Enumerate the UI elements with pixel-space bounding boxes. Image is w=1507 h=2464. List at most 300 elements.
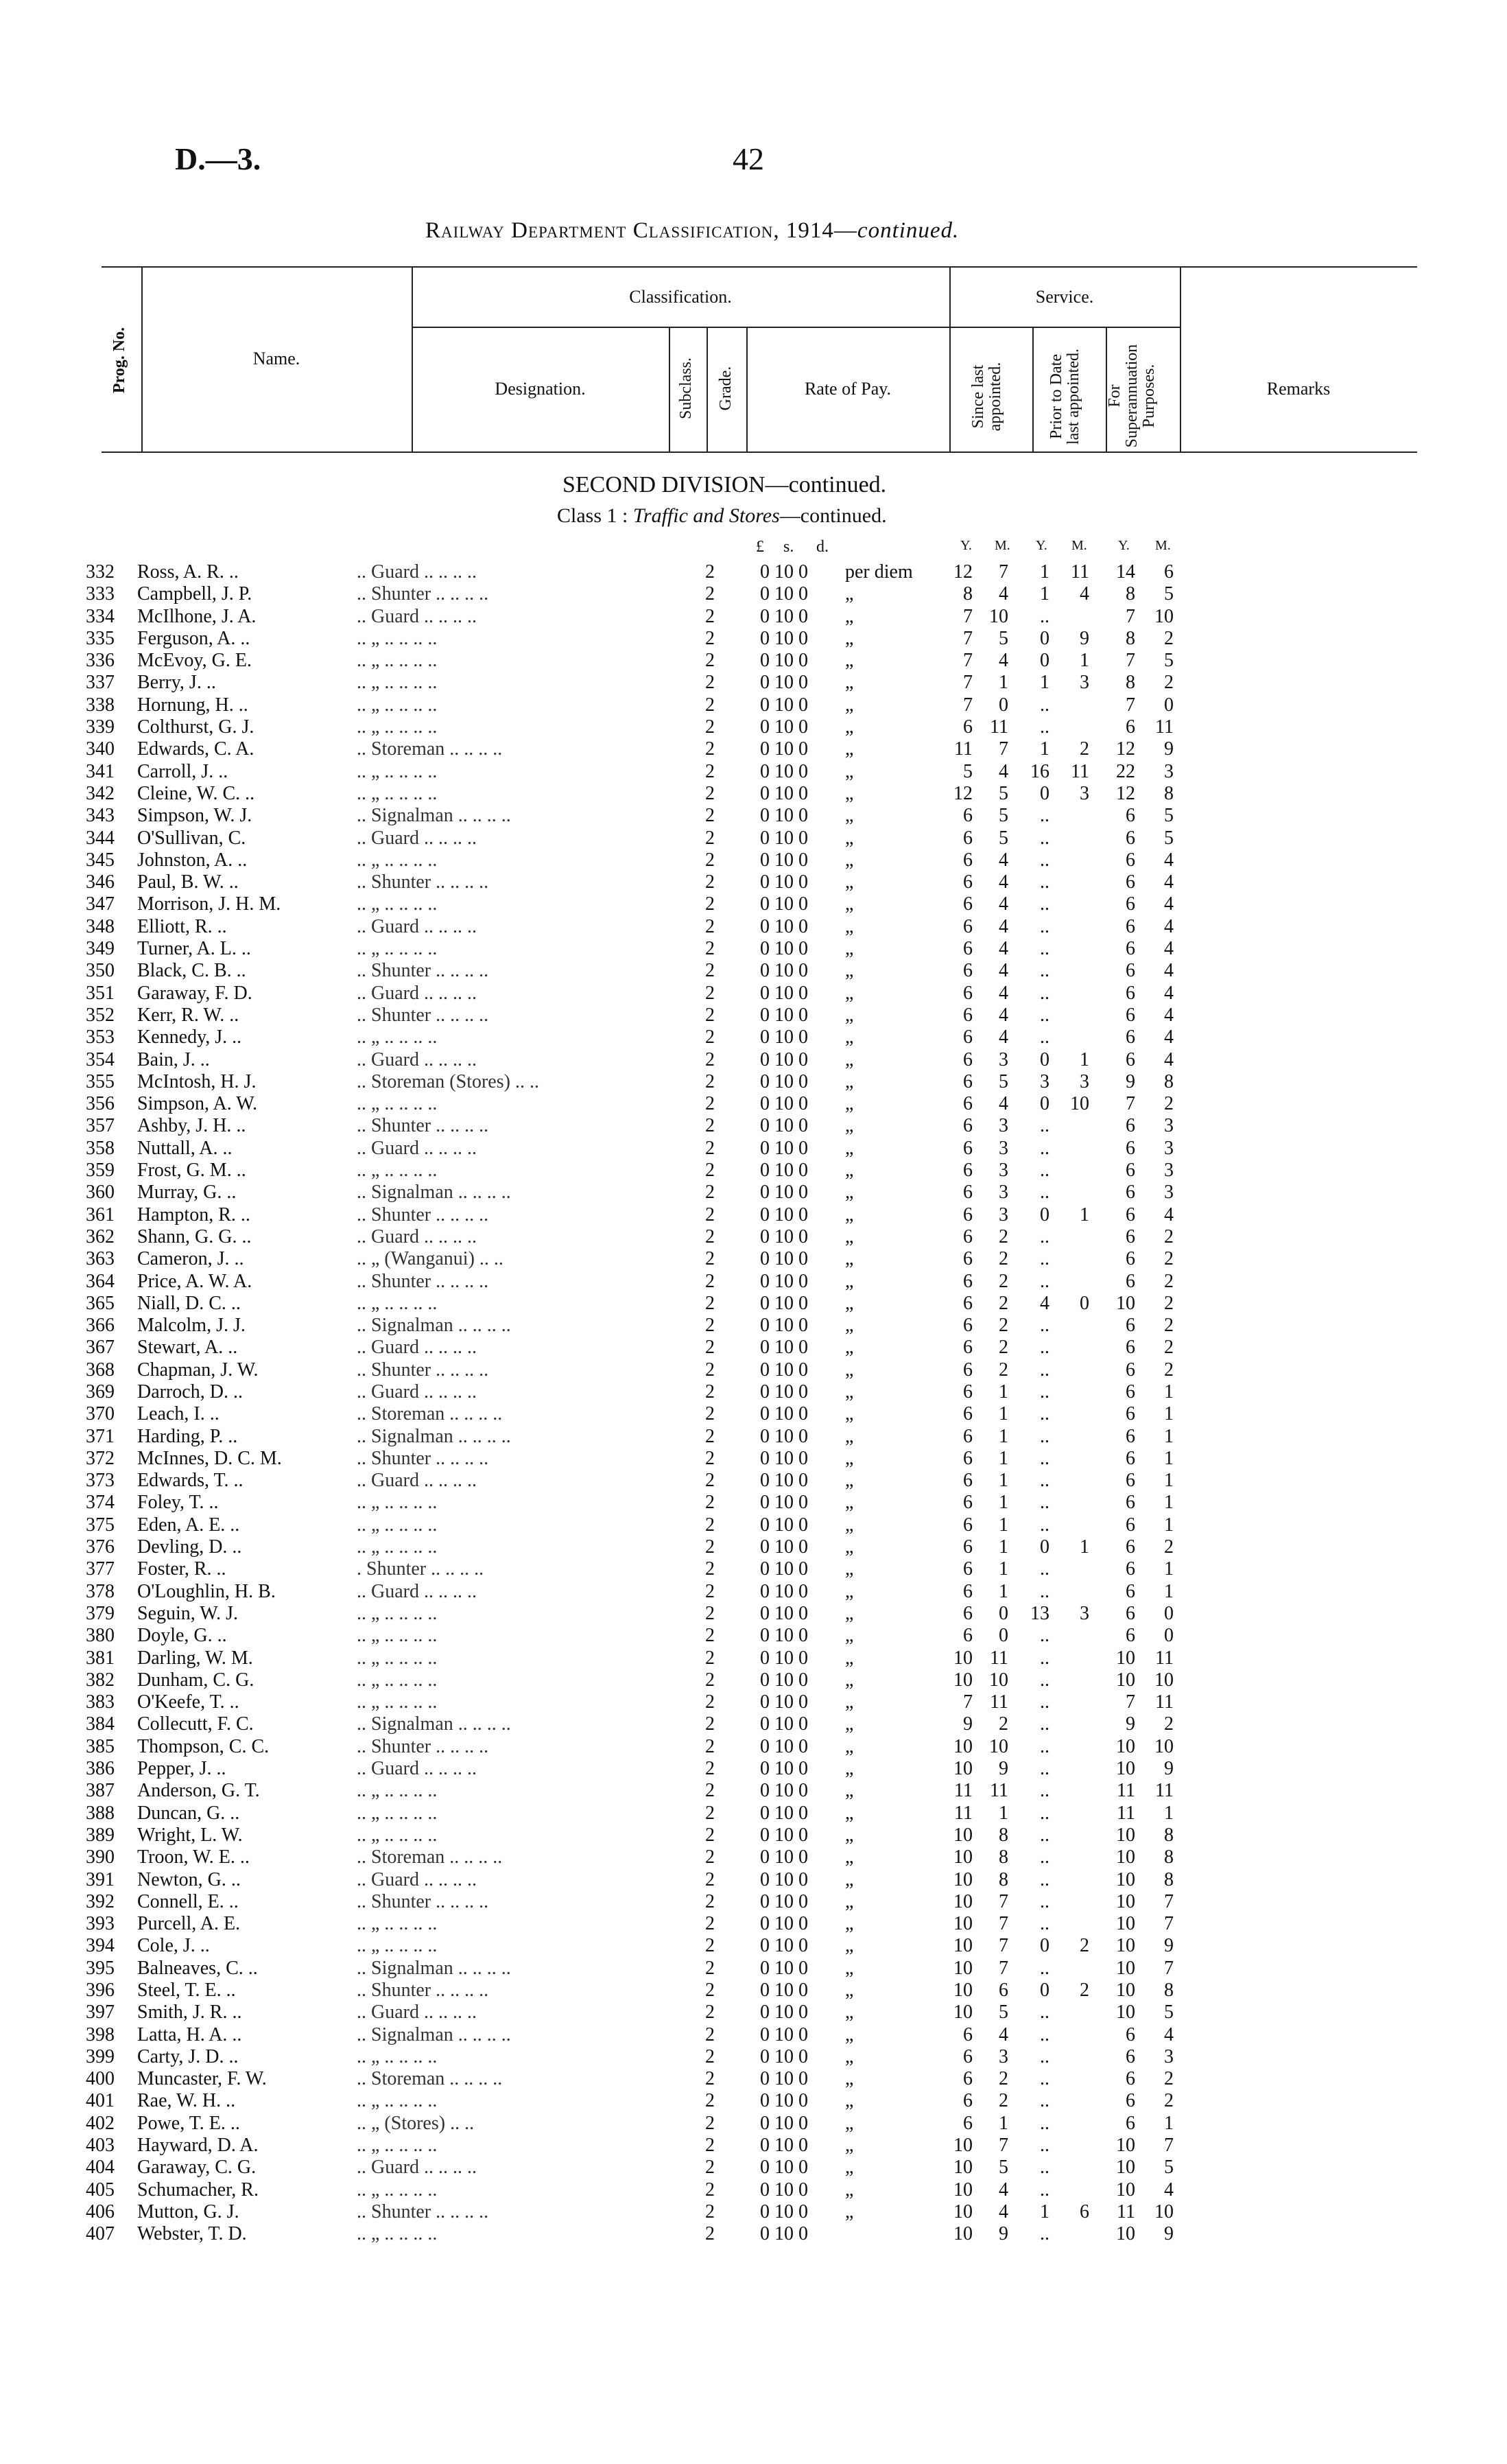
designation: .. „ .. .. .. .. (357, 1514, 438, 1536)
table-row (0, 983, 1507, 1005)
since-years: 6 (963, 893, 973, 915)
super-months: 4 (1164, 893, 1174, 915)
prior-months: 2 (1080, 1980, 1089, 2001)
employee-name: Carroll, J. .. (137, 760, 228, 782)
pay-unit: „ (845, 1381, 854, 1403)
rate-of-pay: 0 10 0 (760, 1558, 808, 1580)
since-years: 10 (953, 2002, 973, 2023)
designation: .. „ .. .. .. .. (357, 627, 438, 649)
grade: 2 (705, 1337, 715, 1359)
pay-unit: „ (845, 2068, 854, 2090)
grade: 2 (705, 2023, 715, 2045)
table-row (0, 1248, 1507, 1270)
employee-name: Smith, J. R. .. (137, 2002, 242, 2023)
prior-months: 3 (1080, 1602, 1089, 1624)
pay-unit: „ (845, 2179, 854, 2201)
prog-no: 343 (86, 805, 115, 827)
super-years: 6 (1126, 982, 1135, 1004)
header-name: Name. (252, 349, 300, 368)
prog-no: 396 (86, 1980, 115, 2001)
employee-name: Duncan, G. .. (137, 1802, 240, 1824)
super-years: 6 (1126, 1248, 1135, 1270)
employee-name: Darroch, D. .. (137, 1381, 243, 1403)
since-months: 4 (999, 1093, 1008, 1115)
grade: 2 (705, 1204, 715, 1225)
since-years: 8 (963, 583, 973, 605)
grade: 2 (705, 2002, 715, 2023)
super-months: 9 (1164, 1758, 1174, 1780)
pay-unit: „ (845, 1315, 854, 1337)
prog-no: 344 (86, 827, 115, 849)
rate-of-pay: 0 10 0 (760, 1669, 808, 1691)
super-years: 6 (1126, 1492, 1135, 1514)
prior-years: 0 (1040, 1204, 1049, 1225)
super-years: 10 (1116, 1890, 1135, 1912)
super-years: 7 (1126, 1093, 1135, 1115)
rate-of-pay: 0 10 0 (760, 1070, 808, 1092)
table-row (0, 1803, 1507, 1824)
employee-name: Shann, G. G. .. (137, 1225, 252, 1247)
header-classification: Classification. (629, 287, 732, 307)
pay-unit: „ (845, 694, 854, 716)
employee-name: O'Keefe, T. .. (137, 1691, 239, 1713)
since-years: 10 (953, 1846, 973, 1868)
prior-years: .. (1040, 893, 1049, 915)
pay-unit: „ (845, 1270, 854, 1292)
since-years: 7 (963, 650, 973, 672)
rate-of-pay: 0 10 0 (760, 1004, 808, 1026)
since-years: 6 (963, 1225, 973, 1247)
employee-name: Pepper, J. .. (137, 1758, 226, 1780)
super-months: 11 (1155, 1780, 1174, 1802)
designation: .. Guard .. .. .. .. (357, 1225, 477, 1247)
designation: .. „ .. .. .. .. (357, 2223, 438, 2245)
employee-name: Berry, J. .. (137, 672, 216, 694)
table-row (0, 672, 1507, 694)
since-years: 6 (963, 1425, 973, 1447)
super-months: 2 (1164, 1359, 1174, 1381)
prog-no: 401 (86, 2090, 115, 2112)
since-months: 2 (999, 1225, 1008, 1247)
designation: .. „ .. .. .. .. (357, 1824, 438, 1846)
super-months: 5 (1164, 650, 1174, 672)
unit-years-3: Y. (1118, 538, 1130, 553)
since-years: 6 (963, 1115, 973, 1137)
rate-of-pay: 0 10 0 (760, 1359, 808, 1381)
super-years: 6 (1126, 960, 1135, 982)
prog-no: 398 (86, 2023, 115, 2045)
class-label: Class 1 : (557, 504, 628, 527)
since-years: 6 (963, 915, 973, 937)
super-months: 2 (1164, 1337, 1174, 1359)
employee-name: McIlhone, J. A. (137, 605, 257, 627)
rate-of-pay: 0 10 0 (760, 1868, 808, 1890)
super-years: 6 (1126, 1381, 1135, 1403)
since-years: 10 (953, 1735, 973, 1757)
employee-name: Murray, G. .. (137, 1182, 237, 1204)
rate-of-pay: 0 10 0 (760, 1913, 808, 1935)
prior-months: 6 (1080, 2201, 1089, 2222)
since-years: 6 (963, 1026, 973, 1048)
since-months: 8 (999, 1824, 1008, 1846)
table-row (0, 1536, 1507, 1558)
designation: .. Guard .. .. .. .. (357, 1137, 477, 1159)
since-years: 6 (963, 1070, 973, 1092)
prog-no: 356 (86, 1093, 115, 1115)
prior-years: .. (1040, 1248, 1049, 1270)
class-heading (557, 504, 887, 528)
since-months: 1 (999, 1492, 1008, 1514)
since-years: 11 (954, 1802, 973, 1824)
prog-no: 369 (86, 1381, 115, 1403)
since-years: 12 (953, 561, 973, 583)
employee-name: Schumacher, R. (137, 2179, 259, 2201)
super-years: 11 (1117, 1780, 1135, 1802)
designation: .. Signalman .. .. .. .. (357, 805, 511, 827)
pay-unit: „ (845, 650, 854, 672)
prog-no: 353 (86, 1026, 115, 1048)
grade: 2 (705, 760, 715, 782)
page-reference: D.—3. (175, 141, 261, 176)
rate-of-pay: 0 10 0 (760, 1270, 808, 1292)
since-years: 6 (963, 1004, 973, 1026)
employee-name: Campbell, J. P. (137, 583, 252, 605)
pay-unit: „ (845, 1204, 854, 1225)
pay-unit: „ (845, 1558, 854, 1580)
prior-years: .. (1040, 2179, 1049, 2201)
since-months: 7 (999, 738, 1008, 760)
super-months: 1 (1164, 1492, 1174, 1514)
designation: .. Guard .. .. .. .. (357, 827, 477, 849)
employee-name: Steel, T. E. .. (137, 1980, 236, 2001)
super-months: 2 (1164, 2068, 1174, 2090)
since-months: 4 (999, 871, 1008, 893)
super-years: 14 (1116, 561, 1135, 583)
pay-unit: „ (845, 1868, 854, 1890)
prog-no: 386 (86, 1758, 115, 1780)
prog-no: 337 (86, 672, 115, 694)
since-months: 11 (990, 716, 1008, 738)
rate-of-pay: 0 10 0 (760, 583, 808, 605)
since-years: 6 (963, 827, 973, 849)
designation: .. „ .. .. .. .. (357, 1492, 438, 1514)
designation: .. „ .. .. .. .. (357, 650, 438, 672)
since-years: 6 (963, 871, 973, 893)
prog-no: 368 (86, 1359, 115, 1381)
super-months: 9 (1164, 2223, 1174, 2245)
grade: 2 (705, 1890, 715, 1912)
pay-unit: „ (845, 1225, 854, 1247)
grade: 2 (705, 871, 715, 893)
rate-of-pay: 0 10 0 (760, 672, 808, 694)
super-years: 6 (1126, 1359, 1135, 1381)
super-years: 22 (1116, 760, 1135, 782)
grade: 2 (705, 1248, 715, 1270)
prior-years: .. (1040, 1026, 1049, 1048)
pay-unit: „ (845, 1337, 854, 1359)
since-months: 10 (989, 1669, 1008, 1691)
rate-of-pay: 0 10 0 (760, 760, 808, 782)
super-years: 10 (1116, 1669, 1135, 1691)
rate-of-pay: 0 10 0 (760, 1957, 808, 1979)
table-row (0, 1713, 1507, 1735)
prog-no: 348 (86, 915, 115, 937)
since-years: 6 (963, 1292, 973, 1314)
rate-of-pay: 0 10 0 (760, 1890, 808, 1912)
prog-no: 351 (86, 982, 115, 1004)
super-years: 6 (1126, 1204, 1135, 1225)
employee-name: Dunham, C. G. (137, 1669, 254, 1691)
prior-months: 3 (1080, 672, 1089, 694)
designation: .. „ .. .. .. .. (357, 2179, 438, 2201)
grade: 2 (705, 1470, 715, 1492)
pay-unit: „ (845, 1625, 854, 1647)
super-years: 10 (1116, 1846, 1135, 1868)
since-years: 6 (963, 1315, 973, 1337)
header-rate-of-pay: Rate of Pay. (804, 379, 892, 399)
table-row (0, 1958, 1507, 1980)
employee-name: Edwards, C. A. (137, 738, 254, 760)
pay-unit: „ (845, 1359, 854, 1381)
designation: .. Shunter .. .. .. .. (357, 1115, 489, 1137)
super-months: 2 (1164, 1248, 1174, 1270)
table-row (0, 1315, 1507, 1337)
prior-years: .. (1040, 1913, 1049, 1935)
super-months: 4 (1164, 938, 1174, 960)
super-years: 6 (1126, 1270, 1135, 1292)
table-row (0, 761, 1507, 783)
rate-of-pay: 0 10 0 (760, 1935, 808, 1957)
rate-of-pay: 0 10 0 (760, 871, 808, 893)
pay-unit: „ (845, 1115, 854, 1137)
rate-of-pay: 0 10 0 (760, 1602, 808, 1624)
designation: .. „ .. .. .. .. (357, 1647, 438, 1669)
since-years: 6 (963, 1580, 973, 1602)
super-months: 3 (1164, 1160, 1174, 1182)
prior-years: .. (1040, 1381, 1049, 1403)
table-row (0, 1071, 1507, 1093)
prior-years: .. (1040, 2112, 1049, 2134)
pay-unit: „ (845, 1004, 854, 1026)
super-months: 8 (1164, 1980, 1174, 2001)
pay-unit: „ (845, 1160, 854, 1182)
prog-no: 364 (86, 1270, 115, 1292)
since-months: 5 (999, 2157, 1008, 2179)
since-years: 10 (953, 1669, 973, 1691)
rate-of-pay: 0 10 0 (760, 2112, 808, 2134)
pay-unit: „ (845, 2112, 854, 2134)
super-months: 4 (1164, 1026, 1174, 1048)
super-months: 4 (1164, 2179, 1174, 2201)
pay-unit: „ (845, 1447, 854, 1469)
since-months: 9 (999, 2223, 1008, 2245)
designation: .. „ .. .. .. .. (357, 1093, 438, 1115)
designation: .. Guard .. .. .. .. (357, 1580, 477, 1602)
grade: 2 (705, 1270, 715, 1292)
prior-years: .. (1040, 1957, 1049, 1979)
table-row (0, 1758, 1507, 1780)
rate-of-pay: 0 10 0 (760, 1580, 808, 1602)
prior-years: .. (1040, 1337, 1049, 1359)
table-row (0, 2113, 1507, 2135)
employee-name: Webster, T. D. (137, 2223, 247, 2245)
super-months: 8 (1164, 1868, 1174, 1890)
table-row (0, 716, 1507, 738)
table-row (0, 1160, 1507, 1182)
rate-of-pay: 0 10 0 (760, 1225, 808, 1247)
rate-of-pay: 0 10 0 (760, 849, 808, 871)
prog-no: 365 (86, 1292, 115, 1314)
table-row (0, 1005, 1507, 1026)
super-years: 10 (1116, 1980, 1135, 2001)
prog-no: 359 (86, 1160, 115, 1182)
employee-name: Purcell, A. E. (137, 1913, 241, 1935)
pay-unit: „ (845, 1824, 854, 1846)
table-row (0, 871, 1507, 893)
since-months: 1 (999, 1381, 1008, 1403)
employee-name: Nuttall, A. .. (137, 1137, 233, 1159)
unit-pence: d. (816, 538, 829, 556)
prior-years: .. (1040, 827, 1049, 849)
table-row (0, 561, 1507, 583)
rate-of-pay: 0 10 0 (760, 1447, 808, 1469)
since-months: 7 (999, 1957, 1008, 1979)
table-row (0, 1448, 1507, 1470)
rate-of-pay: 0 10 0 (760, 1381, 808, 1403)
prog-no: 357 (86, 1115, 115, 1137)
super-years: 6 (1126, 1425, 1135, 1447)
employee-name: Doyle, G. .. (137, 1625, 227, 1647)
grade: 2 (705, 1713, 715, 1735)
super-years: 6 (1126, 1625, 1135, 1647)
table-row (0, 938, 1507, 960)
prior-years: 16 (1030, 760, 1049, 782)
super-years: 10 (1116, 2157, 1135, 2179)
since-months: 3 (999, 1182, 1008, 1204)
designation: .. „ .. .. .. .. (357, 760, 438, 782)
super-years: 6 (1126, 1447, 1135, 1469)
super-months: 8 (1164, 782, 1174, 804)
table-row (0, 2090, 1507, 2112)
since-years: 7 (963, 694, 973, 716)
table-row (0, 1913, 1507, 1935)
pay-unit: „ (845, 1470, 854, 1492)
grade: 2 (705, 1492, 715, 1514)
since-months: 5 (999, 827, 1008, 849)
employee-name: Simpson, A. W. (137, 1093, 258, 1115)
prior-years: .. (1040, 915, 1049, 937)
super-months: 5 (1164, 583, 1174, 605)
prog-no: 352 (86, 1004, 115, 1026)
since-years: 10 (953, 1824, 973, 1846)
super-years: 6 (1126, 1403, 1135, 1425)
employee-name: Eden, A. E. .. (137, 1514, 240, 1536)
super-years: 10 (1116, 1647, 1135, 1669)
pay-unit: „ (845, 1913, 854, 1935)
header-prior-to-date: Prior to Date last appointed. (1047, 349, 1083, 445)
rate-of-pay: 0 10 0 (760, 627, 808, 649)
since-months: 4 (999, 583, 1008, 605)
designation: .. „ (Stores) .. .. (357, 2112, 475, 2134)
employee-name: Paul, B. W. .. (137, 871, 239, 893)
prior-years: .. (1040, 1137, 1049, 1159)
prior-years: .. (1040, 1425, 1049, 1447)
grade: 2 (705, 561, 715, 583)
designation: .. Shunter .. .. .. .. (357, 1447, 489, 1469)
since-years: 6 (963, 1160, 973, 1182)
prog-no: 363 (86, 1248, 115, 1270)
since-years: 6 (963, 1470, 973, 1492)
super-years: 6 (1126, 1315, 1135, 1337)
prior-years: 1 (1040, 2201, 1049, 2222)
since-years: 6 (963, 1248, 973, 1270)
since-years: 6 (963, 1204, 973, 1225)
prior-months: 0 (1080, 1292, 1089, 1314)
prior-years: 0 (1040, 627, 1049, 649)
employee-name: Malcolm, J. J. (137, 1315, 246, 1337)
designation: .. „ .. .. .. .. (357, 1913, 438, 1935)
employee-name: Simpson, W. J. (137, 805, 252, 827)
super-years: 11 (1117, 1802, 1135, 1824)
super-months: 1 (1164, 1802, 1174, 1824)
since-months: 7 (999, 1935, 1008, 1957)
since-months: 2 (999, 1248, 1008, 1270)
since-months: 1 (999, 1447, 1008, 1469)
rate-of-pay: 0 10 0 (760, 1337, 808, 1359)
rate-of-pay: 0 10 0 (760, 805, 808, 827)
table-row (0, 2046, 1507, 2068)
employee-name: Hornung, H. .. (137, 694, 248, 716)
prior-years: 0 (1040, 1093, 1049, 1115)
pay-unit: „ (845, 2135, 854, 2157)
table-row (0, 1824, 1507, 1846)
super-months: 2 (1164, 1093, 1174, 1115)
since-years: 6 (963, 1492, 973, 1514)
page-number: 42 (733, 141, 764, 176)
since-years: 10 (953, 1647, 973, 1669)
pay-unit: „ (845, 915, 854, 937)
super-months: 5 (1164, 805, 1174, 827)
designation: .. „ .. .. .. .. (357, 1669, 438, 1691)
prog-no: 381 (86, 1647, 115, 1669)
since-years: 6 (963, 1514, 973, 1536)
designation: .. Signalman .. .. .. .. (357, 1182, 511, 1204)
pay-unit: „ (845, 1780, 854, 1802)
designation: .. „ (Wanganui) .. .. (357, 1248, 503, 1270)
table-row (0, 2223, 1507, 2245)
rate-of-pay: 0 10 0 (760, 827, 808, 849)
employee-name: Johnston, A. .. (137, 849, 248, 871)
rate-of-pay: 0 10 0 (760, 1048, 808, 1070)
pay-unit: „ (845, 1425, 854, 1447)
employee-name: Powe, T. E. .. (137, 2112, 240, 2134)
prior-months: 2 (1080, 1935, 1089, 1957)
grade: 2 (705, 1026, 715, 1048)
grade: 2 (705, 782, 715, 804)
grade: 2 (705, 716, 715, 738)
title-main: Railway Department Classification, (425, 218, 780, 243)
super-years: 11 (1117, 2201, 1135, 2222)
unit-months-1: M. (995, 538, 1010, 553)
super-months: 3 (1164, 2045, 1174, 2067)
super-months: 5 (1164, 2157, 1174, 2179)
designation: .. „ .. .. .. .. (357, 672, 438, 694)
rate-of-pay: 0 10 0 (760, 2045, 808, 2067)
prog-no: 380 (86, 1625, 115, 1647)
prior-years: 1 (1040, 672, 1049, 694)
employee-name: Harding, P. .. (137, 1425, 238, 1447)
header-since-last: Since last appointed. (969, 362, 1005, 432)
